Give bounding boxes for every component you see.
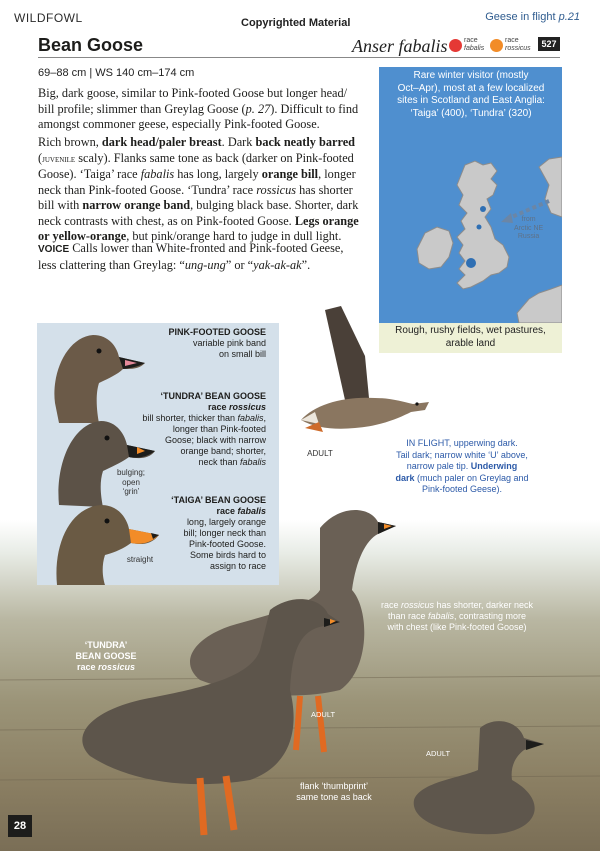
rossicus-note: race rossicus has shorter, darker neck than race fabalis, contrasting more with chest (like Pink-footed Goose): [380, 600, 534, 632]
tundra-caption: ‘TUNDRA’ BEAN GOOSE race rossicus bill shorter, thicker than fabalis, longer than Pink-footed Goose; black with narrow orange band; shorter, neck than fabalis: [142, 391, 266, 467]
page-number-badge: 527: [538, 37, 560, 51]
straight-note: straight: [126, 555, 154, 564]
map-arrow-label: from Arctic NE Russia: [514, 216, 544, 240]
xref-text: Geese in flight: [485, 11, 559, 23]
header-rule: [38, 57, 560, 58]
pink-footed-caption: PINK-FOOTED GOOSE variable pink band on small bill: [168, 327, 266, 359]
flight-caption: IN FLIGHT, upperwing dark. Tail dark; narrow white ‘U’ above, narrow pale tip. Underwing dark (much paler on Greylag and Pink-footed Geese).: [395, 438, 529, 494]
adult-label-2: ADULT: [426, 749, 451, 758]
map-status-text: Rare winter visitor (mostly Oct–Apr), most at a few localized sites in Scotland and East Anglia: ‘Taiga’ (400), ‘Tundra’ (320): [397, 70, 545, 119]
scientific-name: Anser fabalis: [352, 36, 448, 56]
page-number-left: 28: [8, 815, 32, 837]
adult-label-1: ADULT: [311, 710, 336, 719]
habitat-text: Rough, rushy fields, wet pastures, arable land: [395, 325, 546, 349]
identification-paragraph: Rich brown, dark head/paler breast. Dark back neatly barred (juvenile scaly). Flanks same tone as back (darker on Pink-footed Goose). ‘Taiga’ race fabalis has long, largely orange bill, longer neck than Pink-footed Goose. ‘Tundra’ race rossicus has shorter bill with narrow orange band, bulging black base. Shorter, dark neck contrasts with chest, as on Pink-footed Goose. Legs orange or yellow-orange, but pink/orange hard to judge in dull light.: [38, 135, 359, 243]
description-paragraph: Big, dark goose, similar to Pink-footed Goose but longer head/ bill profile; slimmer than Greylag Goose (p. 27). Difficult to find amongst commoner geese, especially Pink-footed Goose.: [38, 86, 359, 131]
race-rossicus-legend: race rossicus: [505, 37, 531, 52]
voice-paragraph: VOICE Calls lower than White-fronted and Pink-footed Geese, less clattering than Greylag: “ung-ung” or “yak-ak-ak”.: [38, 241, 344, 272]
sitting-goose: [414, 721, 544, 834]
copyright-notice: Copyrighted Material: [241, 17, 351, 29]
flying-goose-illustration: [295, 300, 435, 440]
taiga-caption: ‘TAIGA’ BEAN GOOSE race fabalis long, largely orange bill; longer neck than Pink-footed Goose. Some birds hard to assign to race: [171, 495, 266, 571]
race-rossicus-dot-icon: [490, 39, 503, 52]
xref-page: p.21: [558, 11, 580, 23]
bulging-note: bulging; open ‘grin’: [116, 468, 146, 496]
flight-adult-label: ADULT: [307, 449, 333, 458]
cross-reference-link[interactable]: [485, 11, 580, 23]
flank-note: flank ‘thumbprint’ same tone as back: [296, 781, 372, 802]
race-fabalis-legend: race fabalis: [464, 37, 485, 52]
race-fabalis-dot-icon: [449, 39, 462, 52]
section-label: WILDFOWL: [14, 11, 83, 25]
tundra-photo-label: ‘TUNDRA’ BEAN GOOSE race rossicus: [75, 640, 137, 672]
measurements: 69–88 cm | WS 140 cm–174 cm: [38, 67, 195, 79]
page-title: Bean Goose: [38, 35, 144, 55]
